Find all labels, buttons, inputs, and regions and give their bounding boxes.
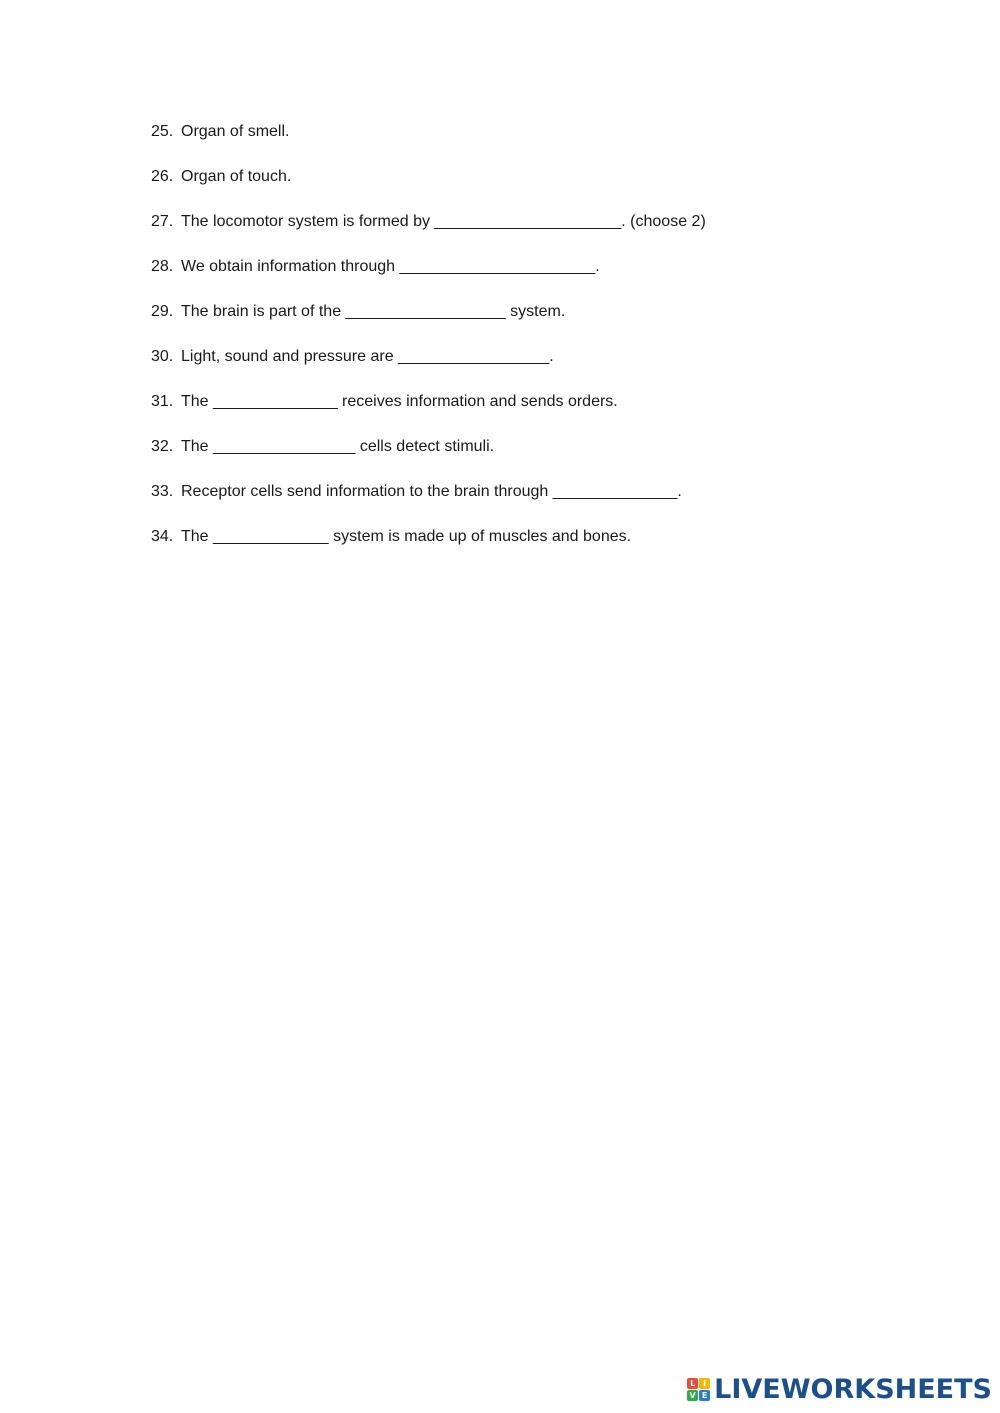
question-item xyxy=(151,480,706,525)
question-list xyxy=(151,120,706,570)
logo-mark-letter: I xyxy=(699,1378,710,1389)
question-item xyxy=(151,255,706,300)
question-number: 31. xyxy=(151,393,174,410)
question-text: The _____________ system is made up of muscles and bones. xyxy=(181,528,632,545)
question-item xyxy=(151,525,706,570)
question-number: 27. xyxy=(151,213,174,230)
question-item xyxy=(151,165,706,210)
question-text: Organ of touch. xyxy=(181,168,292,185)
question-number: 28. xyxy=(151,258,174,275)
question-text: Receptor cells send information to the brain through ______________. xyxy=(181,483,682,500)
question-text: The brain is part of the __________________ system. xyxy=(181,303,566,320)
question-number: 29. xyxy=(151,303,174,320)
logo-mark-letter: V xyxy=(687,1390,698,1401)
question-item xyxy=(151,390,706,435)
logo-mark-letter: L xyxy=(687,1378,698,1389)
logo-mark-icon xyxy=(687,1378,710,1401)
question-item xyxy=(151,210,706,255)
question-text: Organ of smell. xyxy=(181,123,290,140)
logo-text: LIVEWORKSHEETS xyxy=(714,1374,992,1405)
question-text: The ________________ cells detect stimuli. xyxy=(181,438,495,455)
question-text: Light, sound and pressure are _________________. xyxy=(181,348,554,365)
question-item xyxy=(151,435,706,480)
question-number: 33. xyxy=(151,483,174,500)
liveworksheets-logo xyxy=(687,1374,992,1405)
logo-mark-letter: E xyxy=(699,1390,710,1401)
question-number: 32. xyxy=(151,438,174,455)
question-item xyxy=(151,345,706,390)
question-text: The locomotor system is formed by _____________________. (choose 2) xyxy=(181,213,706,230)
question-item xyxy=(151,300,706,345)
question-text: The ______________ receives information and sends orders. xyxy=(181,393,618,410)
question-number: 30. xyxy=(151,348,174,365)
question-number: 26. xyxy=(151,168,174,185)
question-number: 25. xyxy=(151,123,174,140)
question-text: We obtain information through ______________________. xyxy=(181,258,600,275)
question-number: 34. xyxy=(151,528,174,545)
question-item xyxy=(151,120,706,165)
